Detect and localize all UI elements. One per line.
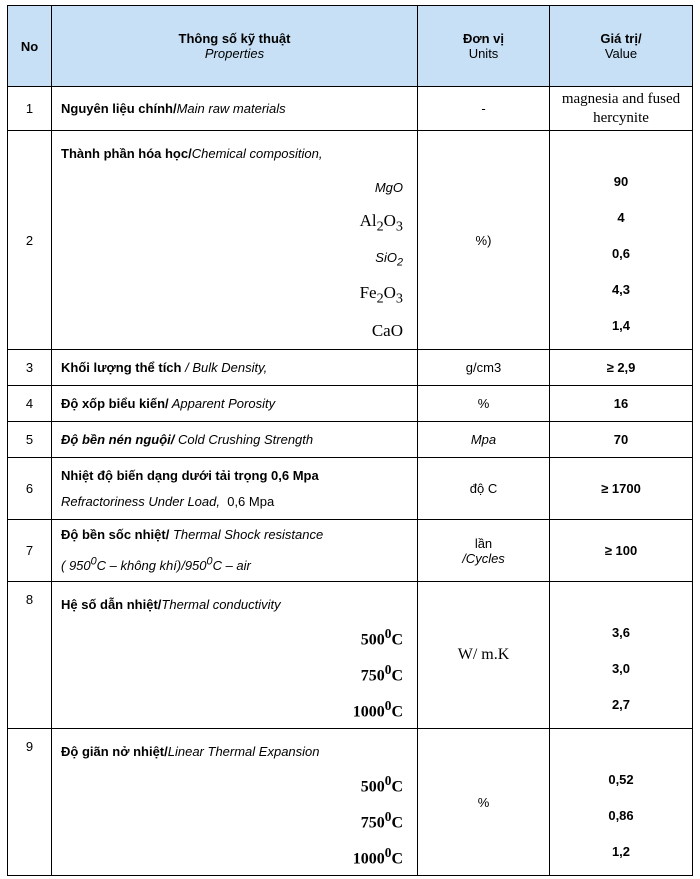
expansion-value: 1,2 — [611, 843, 631, 859]
expansion-value: 0,52 — [608, 771, 634, 787]
row-number: 8 — [8, 582, 52, 729]
property-cell — [52, 582, 418, 729]
chem-label: SiO$_2$ — [375, 249, 403, 269]
header-value — [550, 6, 693, 87]
unit-cell: Mpa — [418, 422, 550, 458]
table-row — [8, 582, 693, 729]
property-vi: Thành phần hóa học/ — [61, 145, 192, 161]
row-number: 6 — [8, 458, 52, 520]
chem-label: MgO — [374, 179, 403, 195]
property-en: Linear Thermal Expansion — [167, 743, 320, 759]
property-vi: Độ bền nén nguội/ — [61, 432, 175, 447]
header-value-en: Value — [604, 46, 638, 61]
property-cell — [52, 458, 418, 520]
temperature-label: $750^0C$ — [360, 809, 403, 832]
value-cell: magnesia and fused hercynite — [550, 87, 693, 131]
properties-table — [7, 5, 693, 876]
temperature-label: $500^0C$ — [360, 626, 403, 649]
property-en: Refractoriness Under Load, — [61, 493, 220, 509]
property-vi: Độ xốp biểu kiến/ — [61, 396, 169, 411]
unit-en: /Cycles — [462, 550, 505, 566]
row-number: 4 — [8, 386, 52, 422]
value-cell: 70 — [550, 422, 693, 458]
table-row — [8, 422, 693, 458]
row-number: 1 — [8, 87, 52, 131]
property-vi: Độ giãn nở nhiệt/ — [61, 743, 168, 759]
header-units-en: Units — [468, 46, 499, 61]
property-vi: Hệ số dẫn nhiệt/ — [61, 596, 162, 612]
property-cell — [52, 729, 418, 876]
chem-value: 4,3 — [611, 281, 631, 297]
row-number: 7 — [8, 520, 52, 582]
property-cell — [52, 520, 418, 582]
chem-value: 90 — [613, 173, 629, 189]
value-cell: 16 — [550, 386, 693, 422]
property-vi: Độ bền sốc nhiệt/ — [61, 527, 170, 543]
header-value-vi: Giá trị/ — [600, 31, 642, 46]
property-vi: Nhiệt độ biến dạng dưới tải trọng 0,6 Mpa — [61, 467, 319, 483]
property-cell — [52, 350, 418, 386]
chem-value: 4 — [617, 209, 625, 225]
unit-cell: g/cm3 — [418, 350, 550, 386]
table-row — [8, 520, 693, 582]
property-en: Apparent Porosity — [168, 396, 276, 411]
temperature-value: 3,0 — [611, 660, 631, 676]
property-condition: ( $950^0C$ – không $khí)/950^0C$ – air — [61, 555, 251, 573]
header-no: No — [8, 6, 52, 87]
header-units — [418, 6, 550, 87]
unit-cell: % — [418, 386, 550, 422]
unit-vi: lần — [474, 535, 493, 551]
chem-label: CaO — [371, 321, 403, 340]
row-number: 9 — [8, 729, 52, 876]
property-cell — [52, 422, 418, 458]
property-en-load: 0,6 Mpa — [219, 493, 275, 509]
unit-cell: - — [418, 87, 550, 131]
value-cell: ≥ 100 — [550, 520, 693, 582]
unit-cell: %) — [418, 131, 550, 350]
expansion-value: 0,86 — [608, 807, 634, 823]
property-vi: Khối lượng thể tích — [61, 360, 186, 375]
row-number: 2 — [8, 131, 52, 350]
chem-value: 0,6 — [611, 245, 631, 261]
table-row — [8, 87, 693, 131]
property-cell — [52, 131, 418, 350]
row-number: 5 — [8, 422, 52, 458]
table-row — [8, 131, 693, 350]
property-en: Main raw materials — [176, 101, 286, 116]
header-properties — [52, 6, 418, 87]
table-row — [8, 350, 693, 386]
value-cell: ≥ 2,9 — [550, 350, 693, 386]
header-properties-vi: Thông số kỹ thuật — [178, 31, 291, 46]
property-en: / Bulk Density, — [185, 360, 268, 375]
property-en: Thermal Shock resistance — [169, 527, 324, 543]
unit-cell: % — [418, 729, 550, 876]
header-properties-en: Properties — [204, 46, 265, 61]
table-row — [8, 458, 693, 520]
temperature-label: 1000$^0$C — [352, 845, 403, 868]
value-cell — [550, 582, 693, 729]
chem-label: $Al_2O_3$ — [359, 210, 403, 235]
chem-value: 1,4 — [611, 317, 631, 333]
header-units-vi: Đơn vị — [462, 31, 505, 46]
property-cell — [52, 386, 418, 422]
value-cell — [550, 729, 693, 876]
value-cell: ≥ 1700 — [550, 458, 693, 520]
value-cell — [550, 131, 693, 350]
property-en: Thermal conductivity — [161, 596, 281, 612]
temperature-label: $500^0C$ — [360, 773, 403, 796]
table-header-row — [8, 6, 693, 87]
property-vi: Nguyên liệu chính/ — [61, 101, 177, 116]
chem-label: $Fe_2O_3$ — [359, 282, 403, 307]
table-row — [8, 729, 693, 876]
unit-cell: độ C — [418, 458, 550, 520]
temperature-value: 3,6 — [611, 624, 631, 640]
property-en: Cold Crushing Strength — [174, 432, 314, 447]
unit-cell — [418, 520, 550, 582]
temperature-label: 1000$^0$C — [352, 698, 403, 721]
row-number: 3 — [8, 350, 52, 386]
property-en: Chemical composition, — [191, 145, 323, 161]
table-row — [8, 386, 693, 422]
property-cell — [52, 87, 418, 131]
temperature-value: 2,7 — [611, 696, 631, 712]
unit-cell: W/ m.K — [418, 582, 550, 729]
temperature-label: $750^0C$ — [360, 662, 403, 685]
